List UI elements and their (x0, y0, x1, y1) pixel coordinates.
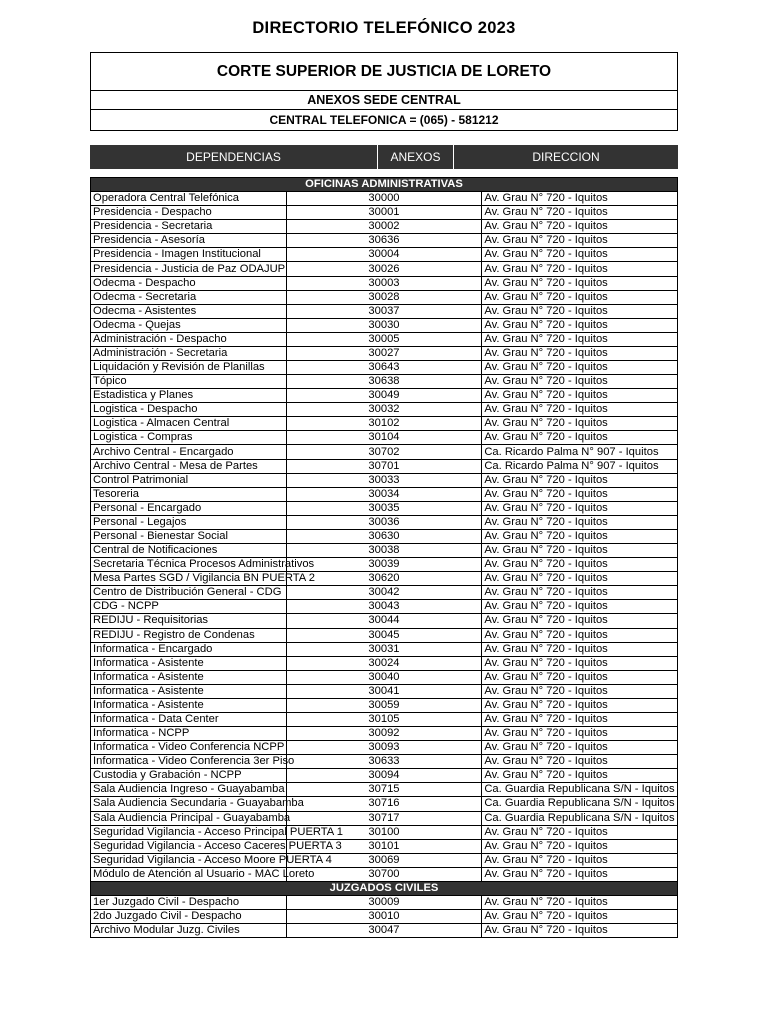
cell-direccion: Av. Grau N° 720 - Iquitos (482, 755, 678, 769)
table-row (91, 839, 678, 853)
table-row (91, 924, 678, 938)
cell-dependencia: Informatica - Video Conferencia 3er Piso (91, 755, 287, 769)
table-row (91, 544, 678, 558)
cell-anexo: 30102 (286, 417, 482, 431)
cell-anexo: 30003 (286, 276, 482, 290)
cell-direccion: Av. Grau N° 720 - Iquitos (482, 515, 678, 529)
cell-dependencia: Personal - Bienestar Social (91, 529, 287, 543)
document-title: DIRECTORIO TELEFÓNICO 2023 (252, 19, 516, 37)
cell-direccion: Av. Grau N° 720 - Iquitos (482, 375, 678, 389)
cell-dependencia: Seguridad Vigilancia - Acceso Caceres PUERTA 3 (91, 839, 287, 853)
cell-dependencia: Informatica - Asistente (91, 670, 287, 684)
cell-direccion: Av. Grau N° 720 - Iquitos (482, 346, 678, 360)
cell-direccion: Av. Grau N° 720 - Iquitos (482, 262, 678, 276)
table-row (91, 741, 678, 755)
table-row (91, 234, 678, 248)
table-row (91, 910, 678, 924)
cell-direccion: Ca. Guardia Republicana S/N - Iquitos (482, 811, 678, 825)
cell-dependencia: Sala Audiencia Ingreso - Guayabamba (91, 783, 287, 797)
cell-dependencia: Archivo Central - Mesa de Partes (91, 459, 287, 473)
cell-anexo: 30643 (286, 361, 482, 375)
cell-direccion: Av. Grau N° 720 - Iquitos (482, 290, 678, 304)
cell-anexo: 30030 (286, 318, 482, 332)
cell-anexo: 30630 (286, 529, 482, 543)
table-row (91, 206, 678, 220)
table-row (91, 262, 678, 276)
table-row (91, 192, 678, 206)
cell-dependencia: Presidencia - Imagen Institucional (91, 248, 287, 262)
table-row (91, 600, 678, 614)
table-row (91, 431, 678, 445)
cell-anexo: 30009 (286, 895, 482, 909)
cell-anexo: 30100 (286, 825, 482, 839)
cell-dependencia: Tesoreria (91, 487, 287, 501)
cell-direccion: Av. Grau N° 720 - Iquitos (482, 910, 678, 924)
directory-table (90, 177, 678, 938)
cell-anexo: 30027 (286, 346, 482, 360)
cell-direccion: Av. Grau N° 720 - Iquitos (482, 614, 678, 628)
table-row (91, 515, 678, 529)
cell-dependencia: 1er Juzgado Civil - Despacho (91, 895, 287, 909)
cell-anexo: 30034 (286, 487, 482, 501)
cell-dependencia: Informatica - Asistente (91, 684, 287, 698)
cell-direccion: Av. Grau N° 720 - Iquitos (482, 712, 678, 726)
table-row (91, 825, 678, 839)
cell-anexo: 30715 (286, 783, 482, 797)
cell-dependencia: Central de Notificaciones (91, 544, 287, 558)
cell-dependencia: 2do Juzgado Civil - Despacho (91, 910, 287, 924)
cell-direccion: Av. Grau N° 720 - Iquitos (482, 248, 678, 262)
cell-anexo: 30040 (286, 670, 482, 684)
table-row (91, 318, 678, 332)
cell-dependencia: Sala Audiencia Principal - Guayabamba (91, 811, 287, 825)
cell-direccion: Ca. Ricardo Palma N° 907 - Iquitos (482, 459, 678, 473)
cell-direccion: Av. Grau N° 720 - Iquitos (482, 192, 678, 206)
cell-direccion: Av. Grau N° 720 - Iquitos (482, 318, 678, 332)
cell-dependencia: Módulo de Atención al Usuario - MAC Loreto (91, 867, 287, 881)
table-row (91, 529, 678, 543)
table-row (91, 755, 678, 769)
cell-anexo: 30031 (286, 642, 482, 656)
cell-anexo: 30101 (286, 839, 482, 853)
table-row (91, 417, 678, 431)
column-header-anexos: ANEXOS (378, 145, 454, 169)
cell-direccion: Av. Grau N° 720 - Iquitos (482, 234, 678, 248)
cell-dependencia: Control Patrimonial (91, 473, 287, 487)
cell-direccion: Av. Grau N° 720 - Iquitos (482, 769, 678, 783)
cell-direccion: Av. Grau N° 720 - Iquitos (482, 600, 678, 614)
cell-dependencia: Odecma - Despacho (91, 276, 287, 290)
cell-direccion: Av. Grau N° 720 - Iquitos (482, 332, 678, 346)
table-row (91, 727, 678, 741)
cell-anexo: 30036 (286, 515, 482, 529)
cell-direccion: Av. Grau N° 720 - Iquitos (482, 839, 678, 853)
table-row (91, 290, 678, 304)
cell-direccion: Av. Grau N° 720 - Iquitos (482, 867, 678, 881)
cell-direccion: Av. Grau N° 720 - Iquitos (482, 304, 678, 318)
cell-dependencia: Presidencia - Secretaria (91, 220, 287, 234)
central-phone: CENTRAL TELEFONICA = (065) - 581212 (90, 109, 678, 131)
table-row (91, 867, 678, 881)
cell-direccion: Av. Grau N° 720 - Iquitos (482, 853, 678, 867)
cell-anexo: 30004 (286, 248, 482, 262)
cell-direccion: Av. Grau N° 720 - Iquitos (482, 924, 678, 938)
cell-direccion: Av. Grau N° 720 - Iquitos (482, 529, 678, 543)
table-row (91, 614, 678, 628)
table-row (91, 558, 678, 572)
cell-anexo: 30032 (286, 403, 482, 417)
table-row (91, 895, 678, 909)
cell-direccion: Av. Grau N° 720 - Iquitos (482, 487, 678, 501)
cell-anexo: 30035 (286, 501, 482, 515)
cell-dependencia: REDIJU - Registro de Condenas (91, 628, 287, 642)
cell-dependencia: Informatica - Asistente (91, 698, 287, 712)
cell-anexo: 30093 (286, 741, 482, 755)
cell-dependencia: Informatica - NCPP (91, 727, 287, 741)
cell-dependencia: Sala Audiencia Secundaria - Guayabamba (91, 797, 287, 811)
table-row (91, 670, 678, 684)
cell-anexo: 30700 (286, 867, 482, 881)
cell-dependencia: Liquidación y Revisión de Planillas (91, 361, 287, 375)
cell-direccion: Av. Grau N° 720 - Iquitos (482, 727, 678, 741)
cell-direccion: Av. Grau N° 720 - Iquitos (482, 628, 678, 642)
cell-dependencia: Logistica - Compras (91, 431, 287, 445)
cell-dependencia: Administración - Secretaria (91, 346, 287, 360)
cell-dependencia: Personal - Legajos (91, 515, 287, 529)
cell-direccion: Av. Grau N° 720 - Iquitos (482, 473, 678, 487)
cell-anexo: 30104 (286, 431, 482, 445)
cell-dependencia: Personal - Encargado (91, 501, 287, 515)
table-row (91, 783, 678, 797)
cell-anexo: 30092 (286, 727, 482, 741)
cell-direccion: Ca. Ricardo Palma N° 907 - Iquitos (482, 445, 678, 459)
cell-anexo: 30702 (286, 445, 482, 459)
cell-direccion: Av. Grau N° 720 - Iquitos (482, 276, 678, 290)
table-row (91, 712, 678, 726)
table-row (91, 586, 678, 600)
cell-anexo: 30005 (286, 332, 482, 346)
cell-anexo: 30620 (286, 572, 482, 586)
directory-table-body (91, 178, 678, 938)
cell-dependencia: Operadora Central Telefónica (91, 192, 287, 206)
cell-anexo: 30043 (286, 600, 482, 614)
table-row (91, 811, 678, 825)
cell-dependencia: Seguridad Vigilancia - Acceso Principal PUERTA 1 (91, 825, 287, 839)
table-row (91, 220, 678, 234)
cell-dependencia: Archivo Modular Juzg. Civiles (91, 924, 287, 938)
table-row (91, 276, 678, 290)
cell-anexo: 30041 (286, 684, 482, 698)
cell-dependencia: CDG - NCPP (91, 600, 287, 614)
cell-anexo: 30033 (286, 473, 482, 487)
table-row (91, 797, 678, 811)
cell-anexo: 30024 (286, 656, 482, 670)
cell-direccion: Av. Grau N° 720 - Iquitos (482, 403, 678, 417)
section-header (91, 178, 678, 192)
cell-dependencia: Centro de Distribución General - CDG (91, 586, 287, 600)
cell-direccion: Av. Grau N° 720 - Iquitos (482, 389, 678, 403)
cell-anexo: 30059 (286, 698, 482, 712)
cell-anexo: 30636 (286, 234, 482, 248)
document-subtitle: ANEXOS SEDE CENTRAL (90, 90, 678, 110)
cell-anexo: 30638 (286, 375, 482, 389)
table-row (91, 769, 678, 783)
cell-direccion: Av. Grau N° 720 - Iquitos (482, 431, 678, 445)
cell-anexo: 30069 (286, 853, 482, 867)
cell-dependencia: Presidencia - Justicia de Paz ODAJUP (91, 262, 287, 276)
cell-anexo: 30002 (286, 220, 482, 234)
table-row (91, 628, 678, 642)
cell-anexo: 30039 (286, 558, 482, 572)
cell-anexo: 30047 (286, 924, 482, 938)
column-header-row (90, 145, 678, 169)
cell-dependencia: Logistica - Almacen Central (91, 417, 287, 431)
institution-name: CORTE SUPERIOR DE JUSTICIA DE LORETO (90, 52, 678, 91)
table-row (91, 248, 678, 262)
cell-direccion: Av. Grau N° 720 - Iquitos (482, 895, 678, 909)
cell-dependencia: Mesa Partes SGD / Vigilancia BN PUERTA 2 (91, 572, 287, 586)
cell-dependencia: Odecma - Asistentes (91, 304, 287, 318)
table-row (91, 445, 678, 459)
cell-anexo: 30716 (286, 797, 482, 811)
cell-anexo: 30000 (286, 192, 482, 206)
cell-direccion: Av. Grau N° 720 - Iquitos (482, 586, 678, 600)
table-row (91, 332, 678, 346)
cell-anexo: 30010 (286, 910, 482, 924)
cell-dependencia: Administración - Despacho (91, 332, 287, 346)
cell-dependencia: Secretaria Técnica Procesos Administrativos (91, 558, 287, 572)
cell-anexo: 30049 (286, 389, 482, 403)
cell-direccion: Av. Grau N° 720 - Iquitos (482, 642, 678, 656)
table-row (91, 853, 678, 867)
table-row (91, 501, 678, 515)
cell-anexo: 30633 (286, 755, 482, 769)
cell-anexo: 30042 (286, 586, 482, 600)
cell-dependencia: Odecma - Secretaria (91, 290, 287, 304)
cell-anexo: 30038 (286, 544, 482, 558)
cell-direccion: Ca. Guardia Republicana S/N - Iquitos (482, 783, 678, 797)
cell-direccion: Av. Grau N° 720 - Iquitos (482, 572, 678, 586)
cell-direccion: Av. Grau N° 720 - Iquitos (482, 670, 678, 684)
cell-dependencia: Informatica - Asistente (91, 656, 287, 670)
cell-dependencia: Estadistica y Planes (91, 389, 287, 403)
cell-dependencia: Informatica - Encargado (91, 642, 287, 656)
section-title: JUZGADOS CIVILES (91, 881, 678, 895)
cell-dependencia: REDIJU - Requisitorias (91, 614, 287, 628)
table-row (91, 684, 678, 698)
cell-anexo: 30037 (286, 304, 482, 318)
table-row (91, 459, 678, 473)
cell-anexo: 30026 (286, 262, 482, 276)
cell-direccion: Av. Grau N° 720 - Iquitos (482, 698, 678, 712)
cell-anexo: 30094 (286, 769, 482, 783)
cell-anexo: 30001 (286, 206, 482, 220)
table-row (91, 375, 678, 389)
cell-direccion: Av. Grau N° 720 - Iquitos (482, 417, 678, 431)
table-row (91, 487, 678, 501)
table-row (91, 572, 678, 586)
cell-direccion: Av. Grau N° 720 - Iquitos (482, 361, 678, 375)
cell-anexo: 30044 (286, 614, 482, 628)
cell-direccion: Av. Grau N° 720 - Iquitos (482, 206, 678, 220)
table-row (91, 642, 678, 656)
cell-anexo: 30717 (286, 811, 482, 825)
cell-dependencia: Informatica - Data Center (91, 712, 287, 726)
cell-direccion: Ca. Guardia Republicana S/N - Iquitos (482, 797, 678, 811)
cell-anexo: 30045 (286, 628, 482, 642)
cell-anexo: 30701 (286, 459, 482, 473)
cell-dependencia: Seguridad Vigilancia - Acceso Moore PUERTA 4 (91, 853, 287, 867)
cell-dependencia: Presidencia - Despacho (91, 206, 287, 220)
cell-dependencia: Presidencia - Asesoría (91, 234, 287, 248)
cell-anexo: 30028 (286, 290, 482, 304)
cell-dependencia: Custodia y Grabación - NCPP (91, 769, 287, 783)
section-header (91, 881, 678, 895)
cell-direccion: Av. Grau N° 720 - Iquitos (482, 220, 678, 234)
section-title: OFICINAS ADMINISTRATIVAS (91, 178, 678, 192)
cell-direccion: Av. Grau N° 720 - Iquitos (482, 825, 678, 839)
table-row (91, 656, 678, 670)
cell-direccion: Av. Grau N° 720 - Iquitos (482, 501, 678, 515)
table-row (91, 361, 678, 375)
cell-direccion: Av. Grau N° 720 - Iquitos (482, 684, 678, 698)
cell-dependencia: Archivo Central - Encargado (91, 445, 287, 459)
cell-direccion: Av. Grau N° 720 - Iquitos (482, 741, 678, 755)
cell-dependencia: Informatica - Video Conferencia NCPP (91, 741, 287, 755)
cell-anexo: 30105 (286, 712, 482, 726)
table-row (91, 403, 678, 417)
cell-direccion: Av. Grau N° 720 - Iquitos (482, 544, 678, 558)
table-row (91, 698, 678, 712)
table-row (91, 346, 678, 360)
table-row (91, 304, 678, 318)
cell-direccion: Av. Grau N° 720 - Iquitos (482, 558, 678, 572)
column-header-direccion: DIRECCION (532, 150, 600, 164)
table-row (91, 389, 678, 403)
cell-direccion: Av. Grau N° 720 - Iquitos (482, 656, 678, 670)
cell-dependencia: Logistica - Despacho (91, 403, 287, 417)
cell-dependencia: Odecma - Quejas (91, 318, 287, 332)
column-header-dependencias: DEPENDENCIAS (90, 145, 378, 169)
cell-dependencia: Tópico (91, 375, 287, 389)
table-row (91, 473, 678, 487)
